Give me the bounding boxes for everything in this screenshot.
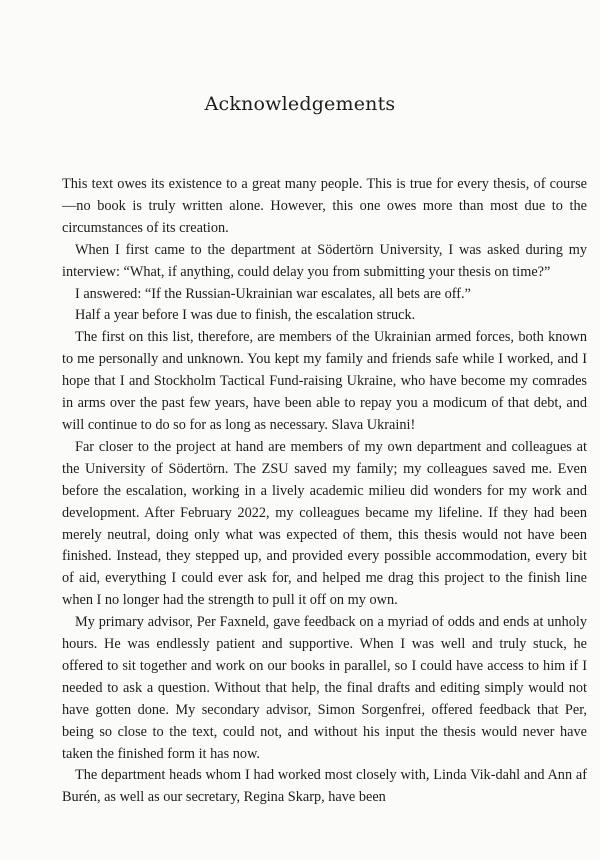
body-text [62,174,587,809]
paragraph-2: When I first came to the department at Södertörn University, I was asked during my interview: “What, if anything, could delay you from submitting your thesis on time?” [62,241,587,280]
paragraph-5: The first on this list, therefore, are members of the Ukrainian armed forces, both known to me personally and unknown. You kept my family and friends safe while I worked, and I hope that I and Stockholm Tactical Fund-raising Ukraine, who have become my comrades in arms over the past few years, have been able to repay you a modicum of that debt, and will continue to do so for as long as necessary. Slava Ukraini! [62,329,587,433]
paragraph-8: The department heads whom I had worked most closely with, Linda Vik-dahl and Ann af Burén, as well as our secretary, Regina Skarp, have been [62,767,587,806]
paragraph-7: My primary advisor, Per Faxneld, gave feedback on a myriad of odds and ends at unholy hours. He was endlessly patient and supportive. When I was well and truly stuck, he offered to sit together and work on our books in parallel, so I could have access to him if I needed to ask a question. Without that help, the final drafts and editing simply would not have gotten done. My secondary advisor, Simon Sorgenfrei, offered feedback that Per, being so close to the text, could not, and without his input the thesis would never have taken the finished form it has now. [62,614,587,762]
paragraph-4: Half a year before I was due to finish, the escalation struck. [75,307,416,324]
page-title: Acknowledgements [204,93,396,115]
paragraph-1: This text owes its existence to a great many people. This is true for every thesis, of course—no book is truly written alone. However, this one owes more than most due to the circumstances of its creation. [62,176,587,236]
paragraph-3: I answered: “If the Russian-Ukrainian war escalates, all bets are off.” [75,285,471,302]
paragraph-6: Far closer to the project at hand are members of my own department and colleagues at the University of Södertörn. The ZSU saved my family; my colleagues saved me. Even before the escalation, working in a lively academic milieu did wonders for my work and development. After February 2022, my colleagues became my lifeline. If they had been merely neutral, doing only what was expected of them, this thesis would not have been finished. Instead, they stepped up, and provided every possible accommodation, every bit of aid, everything I could ever ask for, and helped me drag this project to the finish line when I no longer had the strength to pull it off on my own. [62,438,587,609]
